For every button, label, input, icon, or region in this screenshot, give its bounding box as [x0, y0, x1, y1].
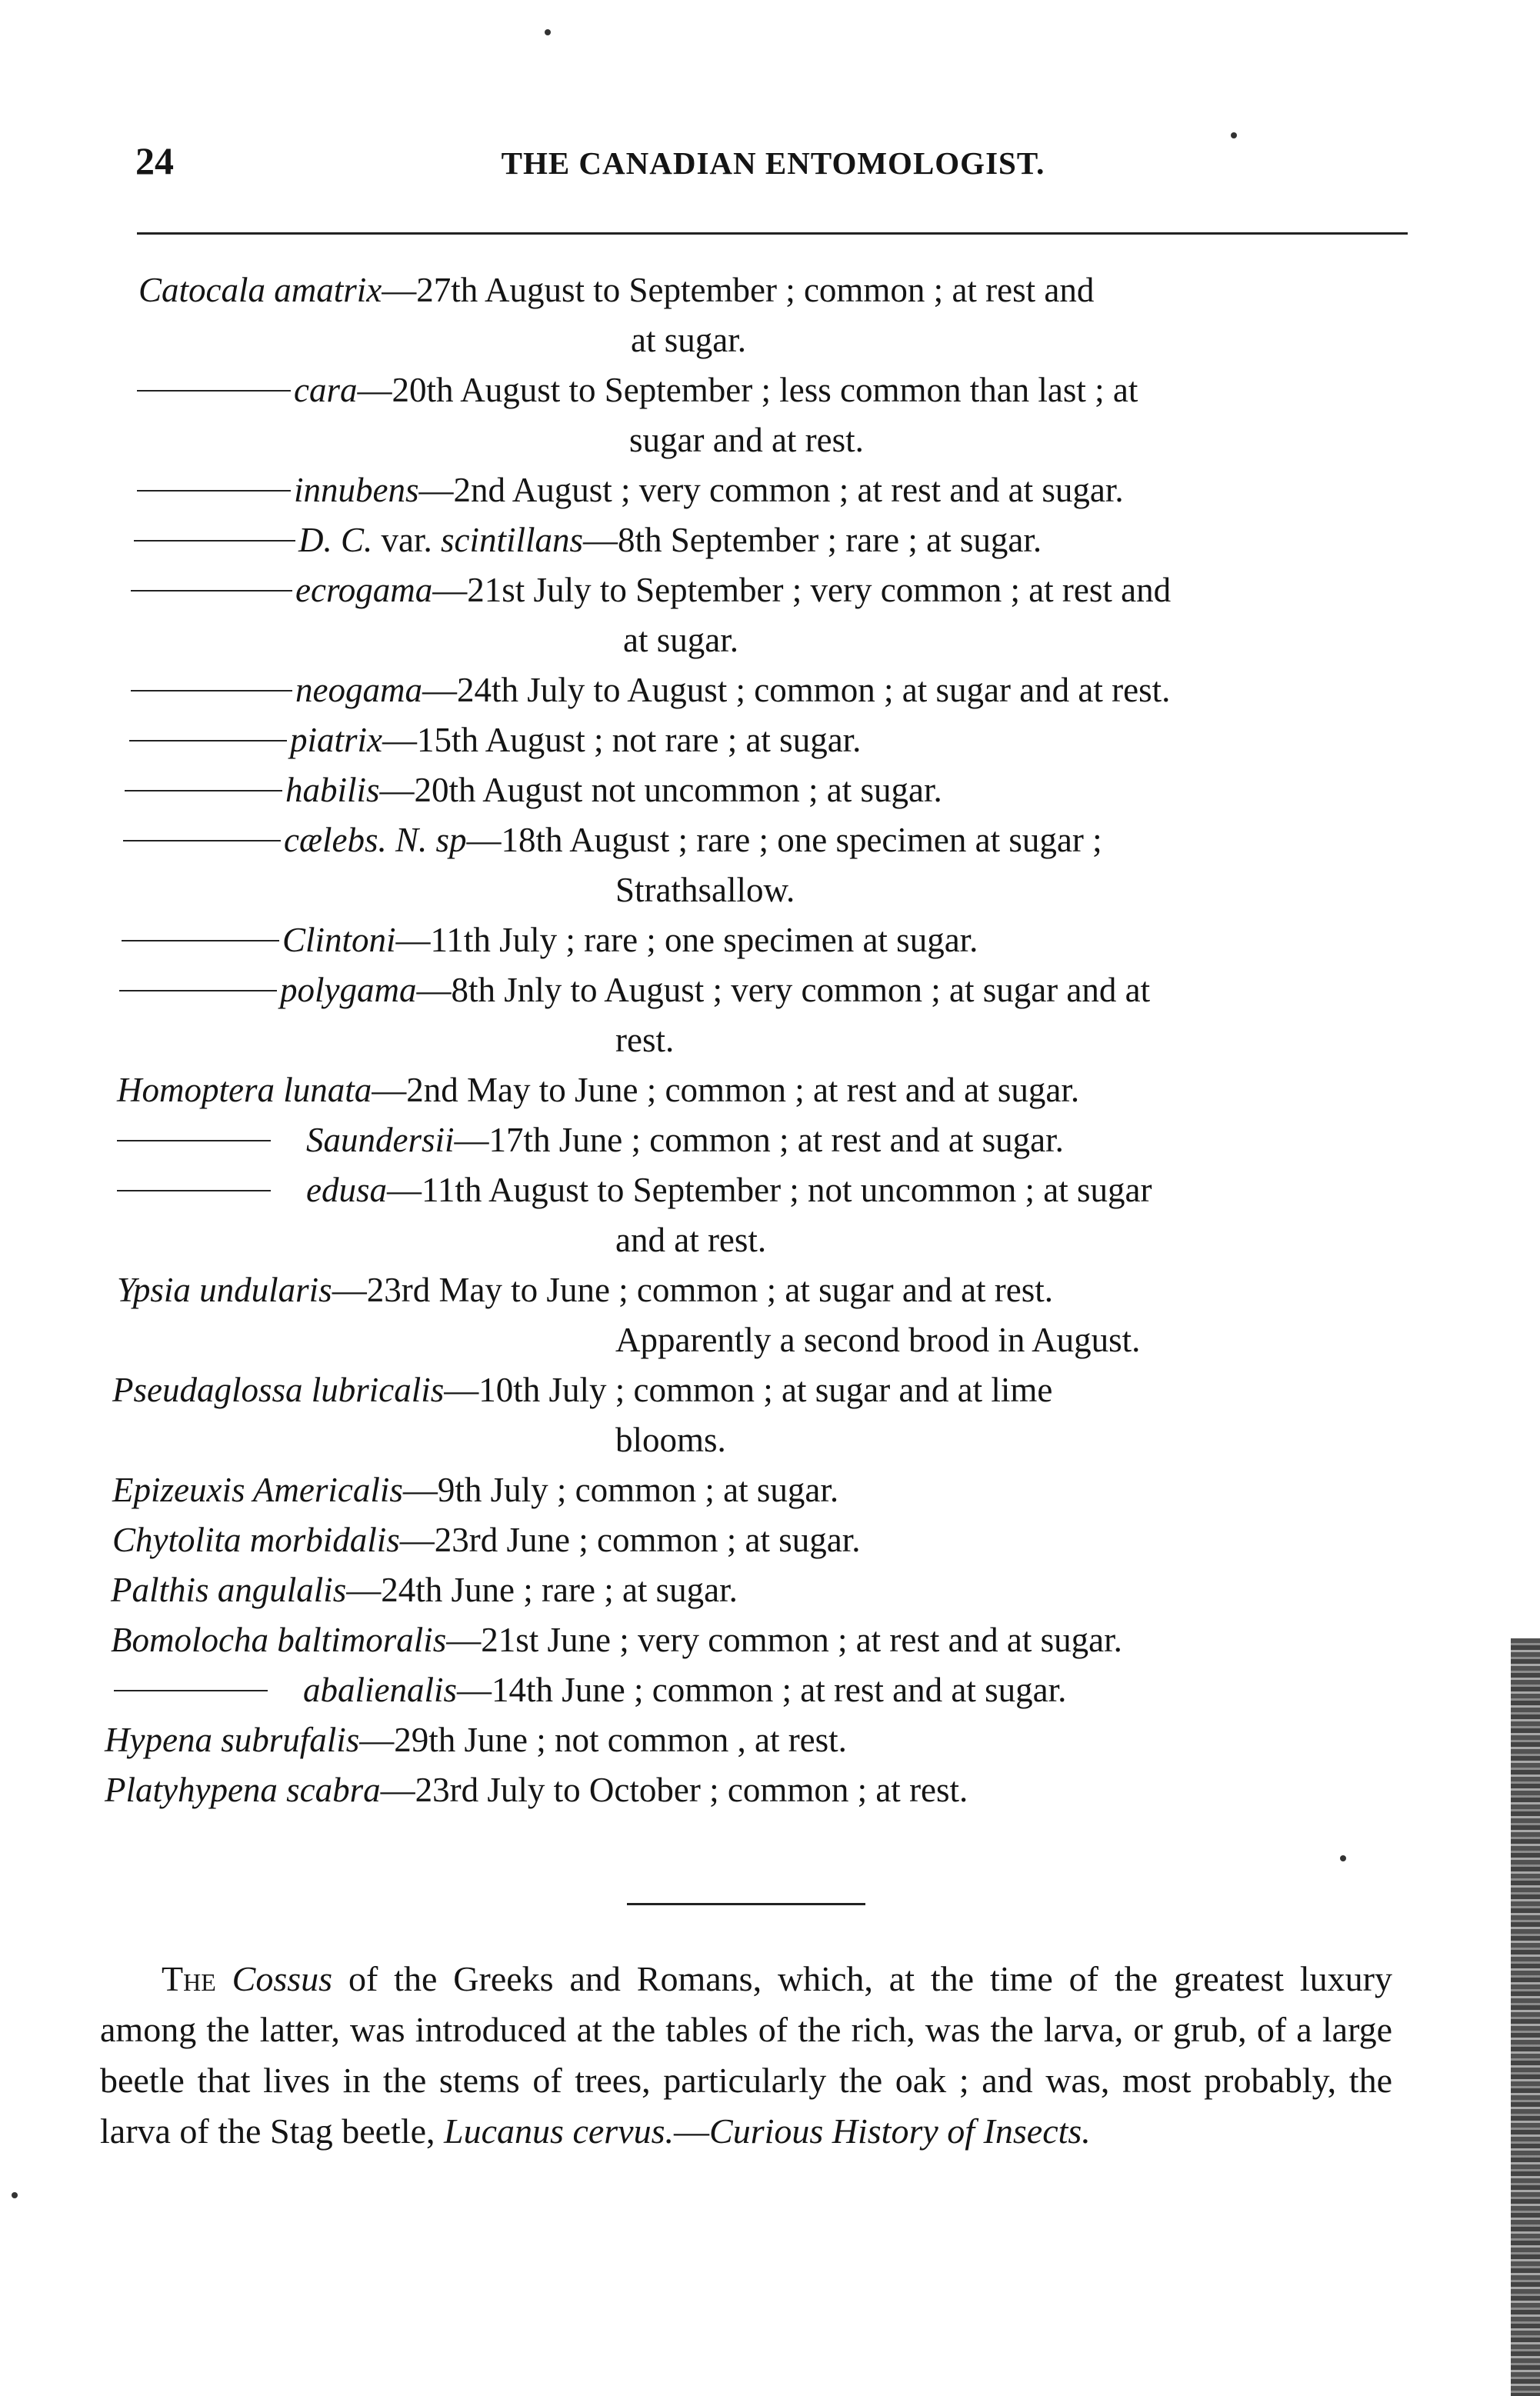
species-entry [0, 815, 1540, 915]
ink-speck [545, 29, 551, 35]
species-name: Saundersii [306, 1121, 455, 1159]
species-entry [0, 1515, 1540, 1565]
species-name: Platyhypena scabra [105, 1771, 381, 1809]
entry-text: —11th August to September ; not uncommon ; at sugar [387, 1171, 1152, 1209]
ditto-dash [117, 1190, 271, 1191]
species-entry [0, 1465, 1540, 1515]
ditto-dash [131, 690, 292, 691]
paragraph-body: of the Greeks and Romans, which, at the time of the greatest luxury among the latter, was introduced at the tables of the rich, was the larva, or grub, of a large beetle that lives in the stems of trees, particularly the oak ; and was, most probably, the larva of the Stag beetle, [100, 1959, 1393, 2151]
species-entry [0, 915, 1540, 965]
ditto-dash [123, 840, 281, 841]
entry-text: —21st July to September ; very common ; at rest and [432, 571, 1172, 609]
ditto-dash [117, 1140, 271, 1141]
entry-text: —29th June ; not common , at rest. [359, 1721, 847, 1759]
paragraph-genus: Cossus [232, 1959, 333, 1998]
species-name: abalienalis [303, 1671, 457, 1709]
entry-continuation: at sugar. [623, 621, 738, 659]
species-entry [0, 765, 1540, 815]
species-name: neogama [295, 671, 422, 709]
entry-text: —10th July ; common ; at sugar and at lime [444, 1371, 1053, 1409]
entry-continuation: rest. [615, 1021, 675, 1059]
species-name: ecrogama [295, 571, 433, 609]
entry-text: —14th June ; common ; at rest and at sugar. [457, 1671, 1067, 1709]
paragraph-source: Curious History of Insects. [709, 2111, 1091, 2151]
species-name: D. C. [298, 521, 373, 559]
entry-text: —20th August to September ; less common than last ; at [357, 371, 1138, 409]
species-name: Bomolocha baltimoralis [111, 1621, 447, 1659]
species-name: Palthis angulalis [111, 1571, 347, 1609]
species-entry [0, 265, 1540, 365]
entry-text: —27th August to September ; common ; at rest and [382, 271, 1095, 309]
entry-continuation: at sugar. [631, 321, 746, 359]
entry-continuation: sugar and at rest. [629, 421, 864, 459]
ditto-dash [129, 740, 287, 741]
entry-continuation: and at rest. [615, 1221, 767, 1259]
entry-text: —17th June ; common ; at rest and at sugar. [454, 1121, 1064, 1159]
entry-continuation: blooms. [615, 1421, 726, 1459]
closing-paragraph [100, 1954, 1392, 2157]
entry-text: —21st June ; very common ; at rest and at sugar. [446, 1621, 1122, 1659]
entry-text: —23rd June ; common ; at sugar. [399, 1521, 861, 1559]
species-name: Catocala amatrix [138, 271, 382, 309]
ditto-dash [125, 790, 282, 791]
species-entry [0, 515, 1540, 565]
species-name: piatrix [290, 721, 382, 759]
species-name: Epizeuxis Americalis [112, 1471, 403, 1509]
species-name: habilis [285, 771, 380, 809]
running-title: THE CANADIAN ENTOMOLOGIST. [501, 145, 1045, 181]
entry-text: —2nd May to June ; common ; at rest and at sugar. [372, 1071, 1080, 1109]
species-entry [0, 1565, 1540, 1615]
species-name: cælebs. N. sp [284, 821, 467, 859]
ink-speck [1340, 1855, 1346, 1861]
species-name: Homoptera lunata [117, 1071, 372, 1109]
paragraph-dash: — [674, 2111, 710, 2151]
species-name: Clintoni [282, 921, 396, 959]
entry-text: —15th August ; not rare ; at sugar. [382, 721, 862, 759]
species-entry [0, 1715, 1540, 1765]
species-entry [0, 365, 1540, 465]
species-entry [0, 1115, 1540, 1165]
entry-text: —11th July ; rare ; one specimen at sugar. [395, 921, 978, 959]
species-name: Hypena subrufalis [105, 1721, 360, 1759]
species-entry [0, 1765, 1540, 1815]
ditto-dash [137, 390, 291, 392]
species-entry [0, 465, 1540, 515]
ditto-dash [131, 590, 292, 592]
entry-text-var: var. [372, 521, 441, 559]
entry-continuation: Strathsallow. [615, 871, 795, 909]
ditto-dash [137, 490, 291, 492]
species-list [0, 265, 1540, 1815]
species-entry [0, 965, 1540, 1065]
entry-text: —23rd July to October ; common ; at rest. [380, 1771, 968, 1809]
entry-text: —20th August not uncommon ; at sugar. [379, 771, 942, 809]
section-divider [627, 1903, 865, 1905]
ditto-dash [134, 540, 295, 542]
species-name: edusa [306, 1171, 387, 1209]
entry-text: —8th Jnly to August ; very common ; at sugar and at [416, 971, 1151, 1009]
entry-text: —9th July ; common ; at sugar. [402, 1471, 839, 1509]
ink-speck [1231, 132, 1237, 138]
species-entry [0, 1615, 1540, 1665]
page-header [131, 138, 1415, 192]
species-entry [0, 1165, 1540, 1265]
paragraph-species: Lucanus cervus. [444, 2111, 675, 2151]
species-name: innubens [294, 471, 419, 509]
entry-text: —24th June ; rare ; at sugar. [346, 1571, 738, 1609]
entry-continuation: Apparently a second brood in August. [615, 1321, 1141, 1359]
species-name: cara [294, 371, 358, 409]
header-rule [137, 232, 1408, 235]
species-entry [0, 665, 1540, 715]
species-entry [0, 1065, 1540, 1115]
entry-text: —8th September ; rare ; at sugar. [583, 521, 1042, 559]
species-entry [0, 1265, 1540, 1365]
species-name: Chytolita morbidalis [112, 1521, 400, 1559]
entry-text: —23rd May to June ; common ; at sugar and at rest. [332, 1271, 1054, 1309]
variety-name: scintillans [441, 521, 584, 559]
entry-text: —18th August ; rare ; one specimen at sugar ; [466, 821, 1102, 859]
species-entry [0, 1365, 1540, 1465]
species-name: Ypsia undularis [117, 1271, 332, 1309]
entry-text: —24th July to August ; common ; at sugar and at rest. [422, 671, 1171, 709]
paragraph-lead: The [162, 1959, 216, 1998]
species-name: polygama [280, 971, 417, 1009]
page-number: 24 [135, 139, 174, 182]
species-entry [0, 715, 1540, 765]
ink-speck [12, 2192, 18, 2198]
ditto-dash [119, 990, 277, 991]
entry-text: —2nd August ; very common ; at rest and at sugar. [418, 471, 1124, 509]
scan-edge-shadow [1511, 1638, 1540, 2396]
species-name: Pseudaglossa lubricalis [112, 1371, 445, 1409]
ditto-dash [114, 1690, 268, 1691]
ditto-dash [122, 940, 279, 941]
species-entry [0, 565, 1540, 665]
species-entry [0, 1665, 1540, 1715]
